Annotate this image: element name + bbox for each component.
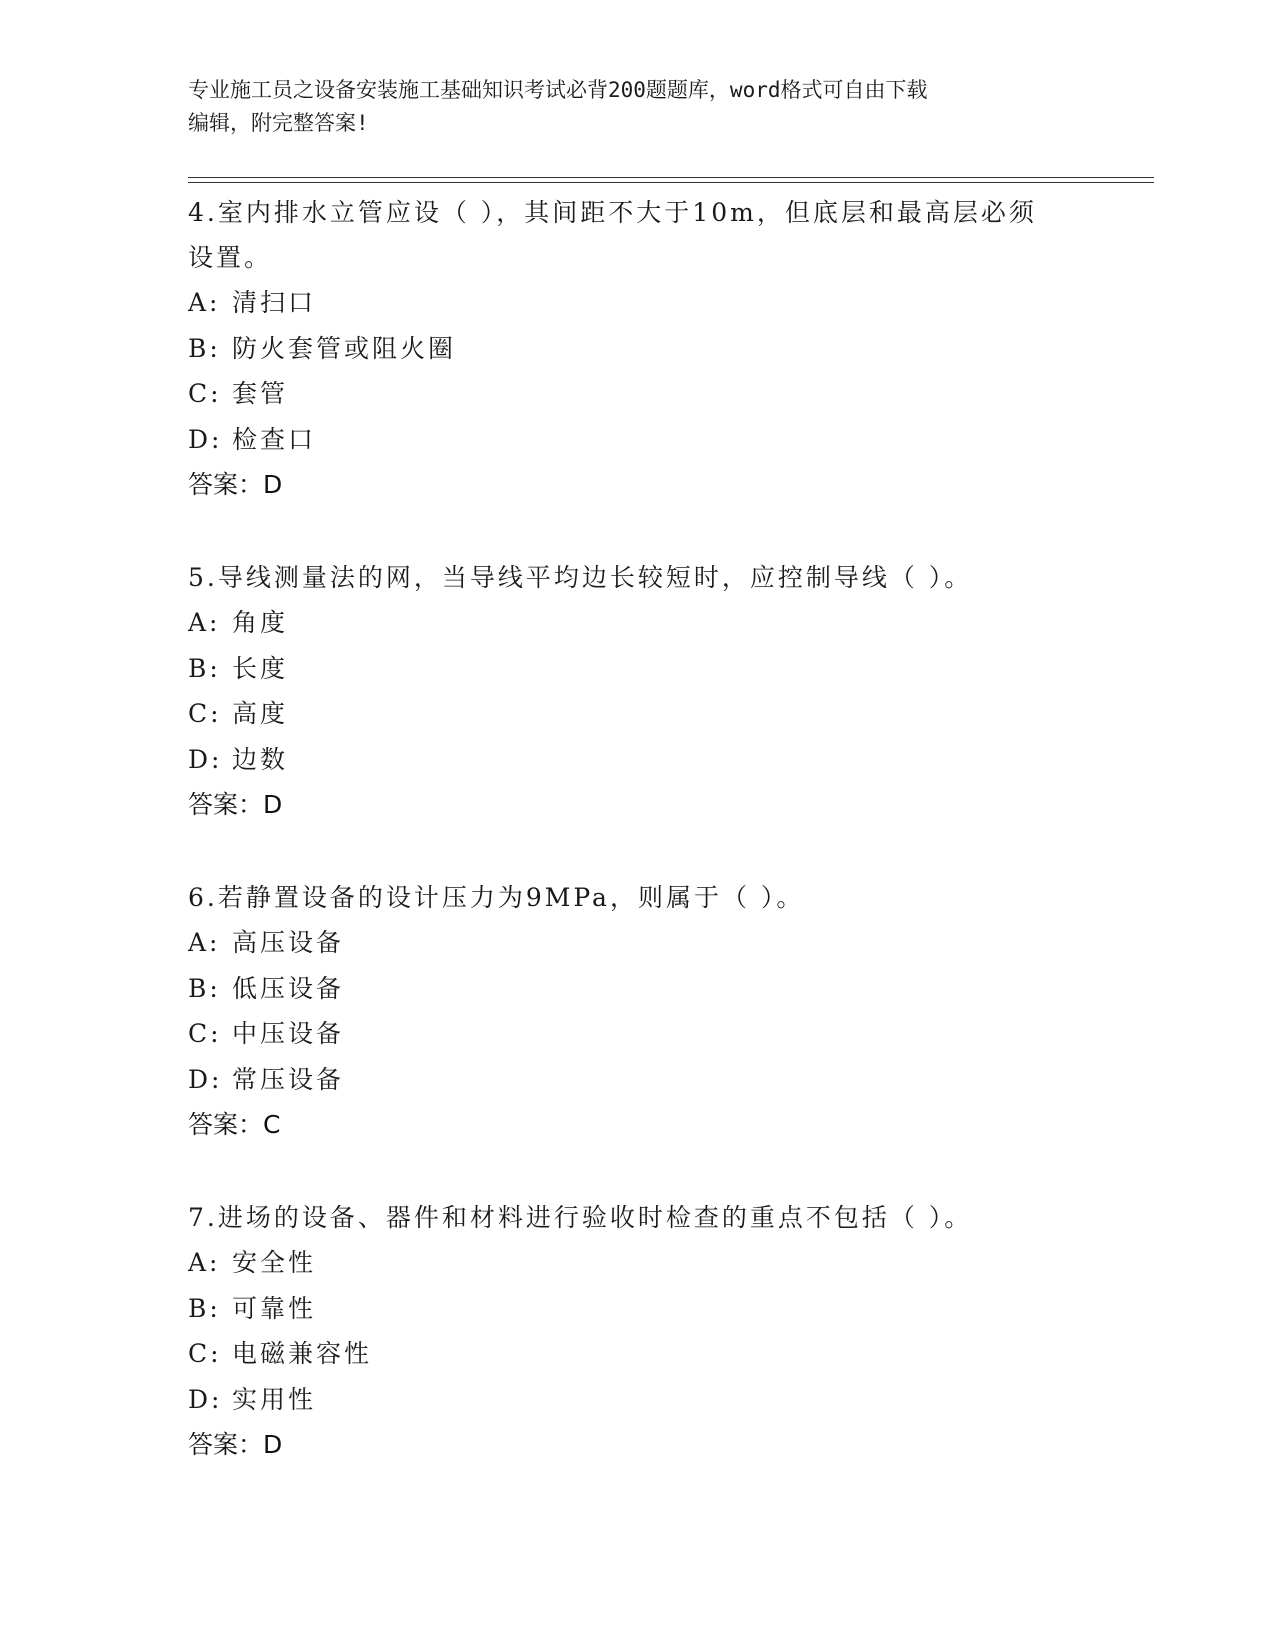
option-text: 安全性 [232, 1248, 317, 1277]
option-text: 高度 [232, 699, 289, 728]
option-text: 实用性 [232, 1384, 317, 1414]
option-key: A: [188, 1248, 221, 1277]
option-key: D: [188, 1384, 223, 1414]
option-text: 中压设备 [232, 1019, 345, 1048]
answer-line: 答案：C [188, 1110, 281, 1139]
option-c [188, 371, 1088, 417]
option-b [188, 1286, 1088, 1332]
option-text: 清扫口 [232, 288, 317, 317]
option-c [188, 691, 1088, 737]
question-stem-line-1: 4.室内排水立管应设（ ），其间距不大于10m，但底层和最高层必须 [188, 198, 1037, 227]
option-text: 防火套管或阻火圈 [232, 333, 457, 363]
option-key: C: [188, 1339, 222, 1368]
option-key: D: [188, 424, 223, 454]
question-7 [188, 1195, 1088, 1468]
option-key: A: [188, 608, 221, 637]
option-key: D: [188, 744, 223, 774]
question-stem [188, 190, 1088, 280]
option-key: B: [188, 653, 221, 683]
option-text: 边数 [232, 744, 289, 774]
option-b [188, 966, 1088, 1012]
header-line-1: 专业施工员之设备安装施工基础知识考试必背200题题库，word格式可自由下载 [188, 78, 928, 102]
question-stem [188, 555, 1088, 600]
option-text: 低压设备 [232, 973, 345, 1003]
option-text: 角度 [232, 608, 289, 637]
header-divider-top [188, 177, 1154, 178]
option-text: 套管 [232, 379, 289, 408]
option-key: B: [188, 333, 221, 363]
option-b [188, 326, 1088, 372]
option-text: 电磁兼容性 [232, 1339, 373, 1368]
option-key: C: [188, 1019, 222, 1048]
option-c [188, 1331, 1088, 1377]
option-a [188, 280, 1088, 326]
question-spacer [188, 508, 1088, 555]
question-stem-line-1: 7.进场的设备、器件和材料进行验收时检查的重点不包括（ ）。 [188, 1203, 973, 1232]
option-text: 长度 [232, 653, 289, 683]
header-divider-bottom [188, 182, 1154, 183]
option-c [188, 1011, 1088, 1057]
option-a [188, 920, 1088, 966]
option-key: A: [188, 288, 221, 317]
answer-line: 答案：D [188, 1430, 283, 1459]
question-stem-line-1: 6.若静置设备的设计压力为9MPa，则属于（ ）。 [188, 883, 805, 912]
option-text: 可靠性 [232, 1293, 317, 1323]
option-d [188, 1377, 1088, 1423]
question-stem-line-1: 5.导线测量法的网，当导线平均边长较短时，应控制导线（ ）。 [188, 563, 973, 592]
header-line-2: 编辑，附完整答案! [188, 111, 369, 135]
document-header [188, 74, 1088, 140]
option-d [188, 1057, 1088, 1103]
option-key: D: [188, 1064, 223, 1094]
question-5 [188, 555, 1088, 828]
option-text: 检查口 [232, 424, 317, 454]
option-text: 常压设备 [232, 1064, 345, 1094]
option-key: B: [188, 1293, 221, 1323]
answer-line: 答案：D [188, 790, 283, 819]
question-stem [188, 875, 1088, 920]
question-spacer [188, 828, 1088, 875]
question-spacer [188, 1148, 1088, 1195]
option-key: A: [188, 928, 221, 957]
question-stem [188, 1195, 1088, 1240]
question-6 [188, 875, 1088, 1148]
option-d [188, 417, 1088, 463]
option-a [188, 1240, 1088, 1286]
option-key: C: [188, 379, 222, 408]
option-key: C: [188, 699, 222, 728]
question-4 [188, 190, 1088, 508]
option-text: 高压设备 [232, 928, 345, 957]
option-d [188, 737, 1088, 783]
option-b [188, 646, 1088, 692]
question-stem-line-2: 设置。 [188, 243, 273, 272]
option-key: B: [188, 973, 221, 1003]
option-a [188, 600, 1088, 646]
question-list [188, 190, 1088, 1468]
answer-line: 答案：D [188, 470, 283, 499]
